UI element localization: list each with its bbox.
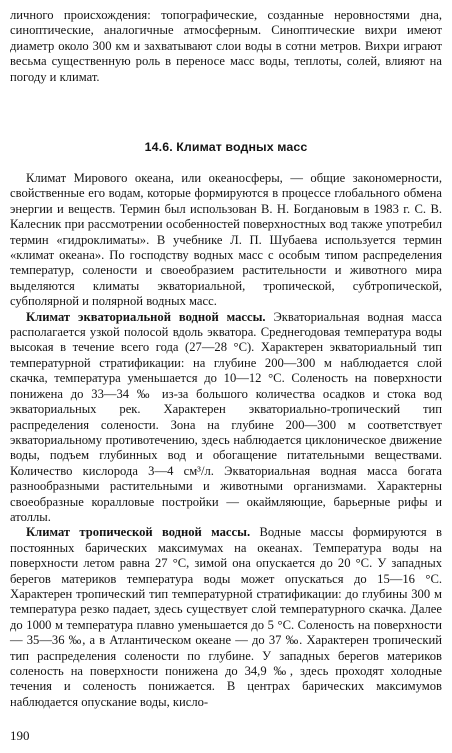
page-number: 190 bbox=[10, 728, 30, 743]
equatorial-text: Экваториальная водная масса располагается узкой полосой вдоль экватора. Среднегодовая температура воды высокая в течение всего года (27—28 °С). Характерен экваториальный тип температурной стратификации: на глубине 200—300 м наблюдается слой скачка, температура уменьшается до 10—12 °С. Соленость на поверхности понижена до 33—34 ‰ из-за большого количества осадков и стока вод экваториальных рек. Характерен экваториально-тропический тип распределения солености. Зона на глубине 200—300 м соответствует экваториальному противотечению, здесь наблюдается циклоническое движение воды, подъем глубинных вод и обогащение питательными веществами. Количество кислорода 3—4 см³/л. Экваториальная водная масса богата разнообразными растительными и животными организмами. Характерны своеобразные коралловые постройки — окаймляющие, барьерные рифы и атоллы. bbox=[10, 309, 442, 524]
section-heading: 14.6. Климат водных масс bbox=[144, 140, 308, 154]
equatorial-title: Климат экваториальной водной массы. bbox=[26, 309, 266, 324]
continuation-paragraph bbox=[10, 8, 442, 85]
section-body bbox=[10, 171, 442, 710]
tropical-title: Климат тропической водной массы. bbox=[26, 525, 251, 540]
continuation-text: личного происхождения: топографические, созданные неровностями дна, синоптические, аналогичные атмосферным. Синоптические вихри имеют диаметр около 300 км и захватывают слои воды в сотни метров. Вихри играют весьма существенную роль в переносе масс воды, теплоты, солей, влияют на погоду и климат. bbox=[10, 8, 442, 84]
intro-paragraph: Климат Мирового океана, или океаносферы, — общие закономерности, свойственные его водам, которые формируются в процессе глобального обмена энергии и веществ. Термин был использован В. Н. Богдановым в 1983 г. С. В. Калесник при рассмотрении особенностей поверхностных вод также употребил термин «гидроклиматы». В учебнике Л. П. Шубаева используется термин «климат океана». По господству водных масс с особым типом распределения температур, солености и своеобразием растительности и животного мира выделяются климаты экваториальной, тропической, субтропической, субполярной и полярной водных масс. bbox=[10, 171, 442, 309]
tropical-paragraph bbox=[10, 525, 442, 710]
tropical-text: Водные массы формируются в постоянных барических максимумах на океанах. Температура воды на поверхности летом равна 27 °С, зимой она опускается до 20 °С. У западных берегов материков температура воды может опускаться до 15—16 °С. Характерен тропический тип температурной стратификации: до глубины 300 м температура резко падает, здесь существует слой температурного скачка. Далее до 1000 м температура плавно уменьшается до 5 °С. Соленость на поверхности — 35—36 ‰, а в Атлантическом океане — до 37 ‰. Характерен тропический тип распределения солености по глубине. У западных берегов материков соленость на поверхности понижена до 34,9 ‰, здесь проходят холодные течения и соленость понижается. В центрах барических максимумов наблюдается опускание воды, кисло- bbox=[10, 525, 442, 709]
equatorial-paragraph bbox=[10, 310, 442, 526]
